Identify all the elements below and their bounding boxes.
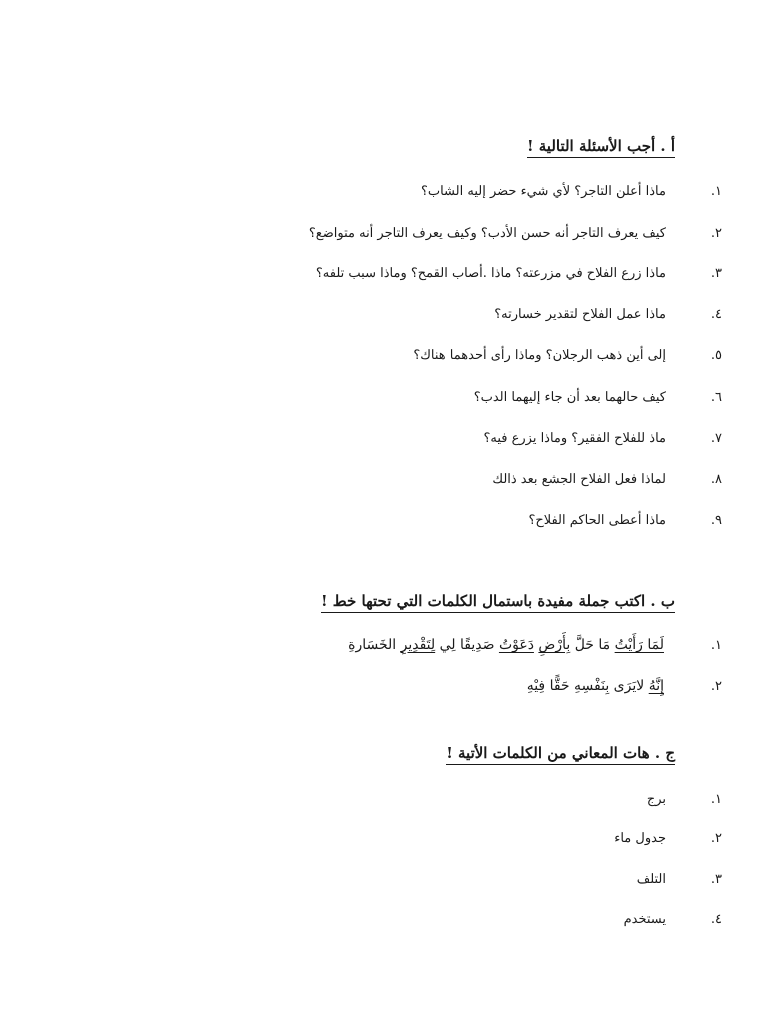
question-text: كيف يعرف التاجر أنه حسن الأدب؟ وكيف يعرف التاجر أنه متواضع؟ xyxy=(308,225,666,241)
word-text: جدول ماء xyxy=(614,830,666,846)
sentence-b-1 xyxy=(348,634,722,656)
question-a-9 xyxy=(528,509,722,531)
question-number: ٧. xyxy=(710,430,722,446)
question-a-3 xyxy=(316,262,722,284)
underlined-word: دَعَوْتُ xyxy=(498,637,534,653)
question-number: ٣. xyxy=(710,265,722,281)
question-text: ماذا زرع الفلاح في مزرعته؟ ماذا .أصاب القمح؟ وماذا سبب تلفه؟ xyxy=(315,265,666,281)
question-text: إلى أين ذهب الرجلان؟ وماذا رأى أحدهما هناك؟ xyxy=(413,347,666,363)
word-c-3 xyxy=(637,868,722,890)
question-number: ٨. xyxy=(710,471,722,487)
word-text: التلف xyxy=(636,871,666,887)
question-number: ٤. xyxy=(710,306,722,322)
section-a-heading: أ . أجب الأسئلة التالية ! xyxy=(527,137,675,158)
sentence-fragment: لايَرَى بِنَفْسِهِ حَقًّا فِيْهِ xyxy=(526,678,649,694)
word-text: يستخدم xyxy=(623,911,666,927)
sentence-fragment: مَا حَلَّ xyxy=(570,637,615,653)
question-number: ٥. xyxy=(710,347,722,363)
word-number: ١. xyxy=(710,791,722,807)
question-text: لماذا فعل الفلاح الجشع بعد ذالك xyxy=(492,471,666,487)
question-text: ماذ للفلاح الفقير؟ وماذا يزرع فيه؟ xyxy=(483,430,666,446)
question-a-7 xyxy=(483,427,722,449)
question-a-4 xyxy=(494,303,722,325)
word-text: برج xyxy=(646,791,666,807)
word-c-2 xyxy=(614,827,722,849)
question-number: ٩. xyxy=(710,512,722,528)
underlined-word: إِنَّهُ xyxy=(648,678,664,694)
question-a-8 xyxy=(492,468,722,490)
underlined-word: لِتَقْدِيرِ xyxy=(400,637,436,653)
word-number: ٣. xyxy=(710,871,722,887)
question-a-1 xyxy=(421,180,722,202)
question-a-6 xyxy=(474,386,722,408)
question-number: ٢. xyxy=(710,225,722,241)
word-c-1 xyxy=(647,788,722,810)
question-text: ماذا أعطى الحاكم الفلاح؟ xyxy=(528,512,666,528)
sentence-fragment: صَدِيقًا لِي xyxy=(435,637,499,653)
underlined-word: بِأَرْضِ xyxy=(538,637,571,653)
word-c-4 xyxy=(624,908,722,930)
underlined-word: لَمَا رَأَيْتُ xyxy=(614,637,664,653)
sentence-text xyxy=(348,637,664,653)
section-b-heading: ب . اكتب جملة مفيدة باستمال الكلمات التي تحتها خط ! xyxy=(321,592,675,613)
section-c-heading: ج . هات المعاني من الكلمات الأتية ! xyxy=(446,744,675,765)
question-text: كيف حالهما بعد أن جاء إليهما الدب؟ xyxy=(473,389,666,405)
sentence-text xyxy=(527,678,664,694)
word-number: ٤. xyxy=(710,911,722,927)
sentence-fragment: الخَسَارةِ xyxy=(348,637,401,653)
question-number: ١. xyxy=(710,183,722,199)
question-text: ماذا عمل الفلاح لتقدير خسارته؟ xyxy=(494,306,666,322)
sentence-b-2 xyxy=(527,675,722,697)
sentence-number: ١. xyxy=(710,637,722,653)
question-number: ٦. xyxy=(710,389,722,405)
question-a-2 xyxy=(309,222,722,244)
question-a-5 xyxy=(413,344,722,366)
sentence-number: ٢. xyxy=(710,678,722,694)
word-number: ٢. xyxy=(710,830,722,846)
question-text: ماذا أعلن التاجر؟ لأي شيء حضر إليه الشاب؟ xyxy=(420,183,666,199)
